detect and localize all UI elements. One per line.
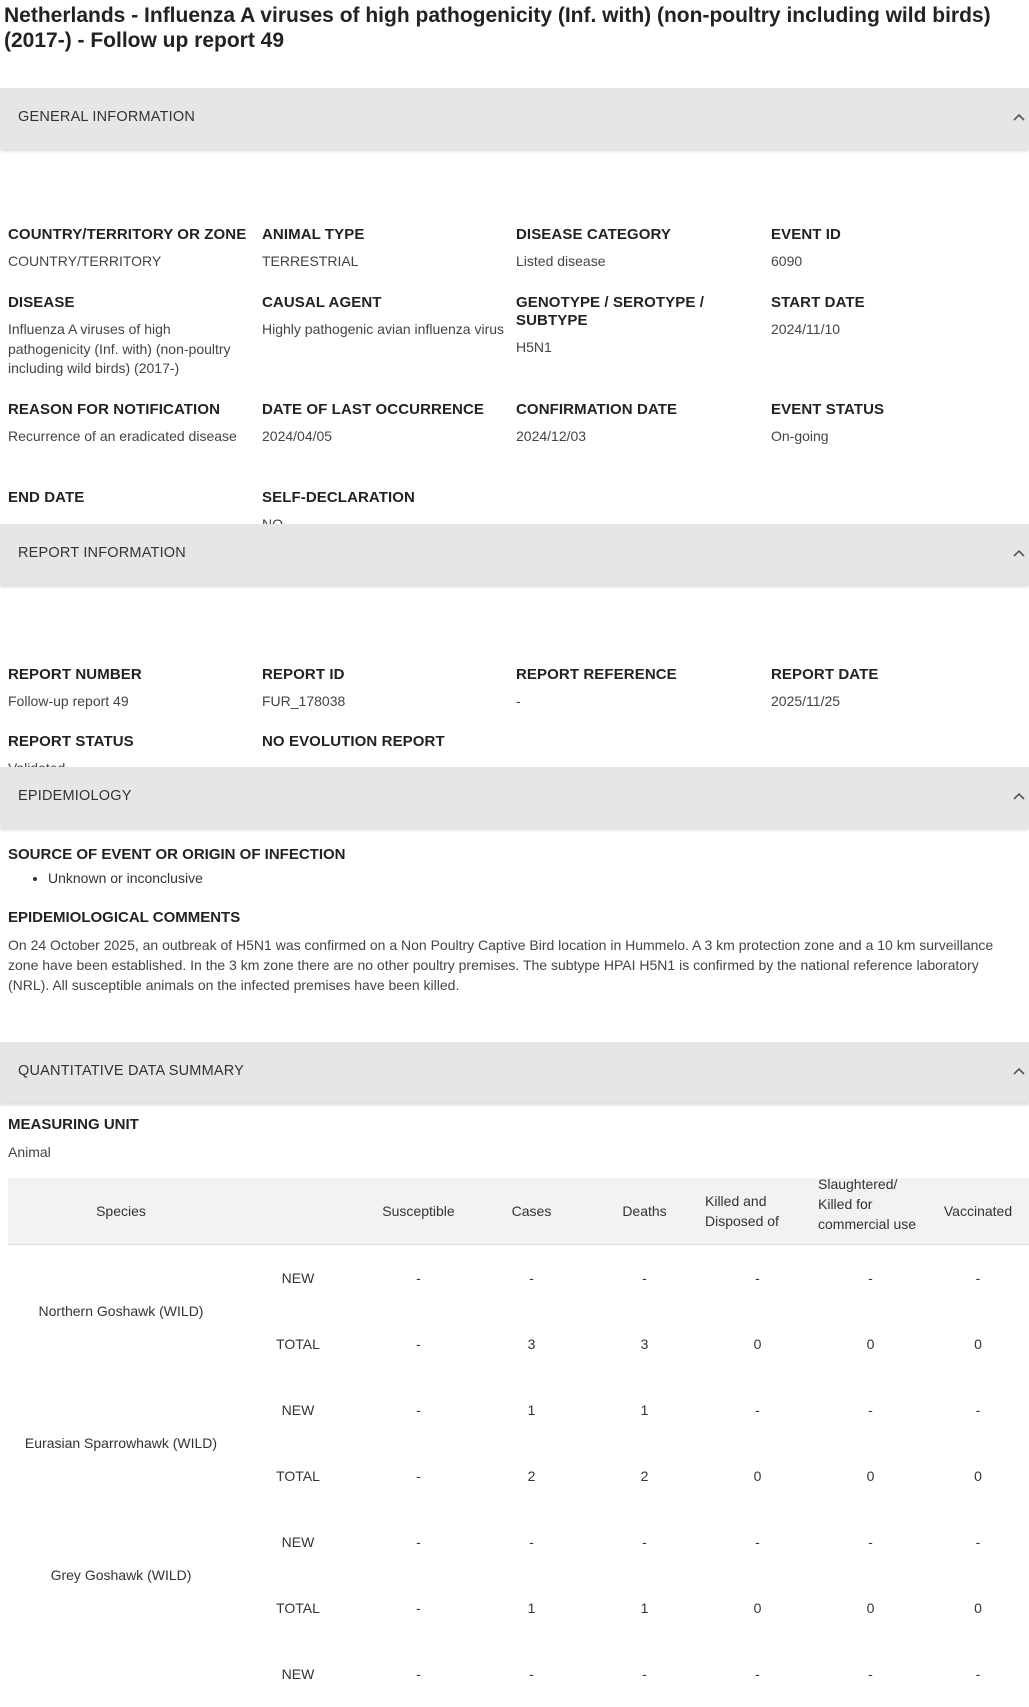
source-item: • Unknown or inconclusive	[48, 870, 346, 886]
source-of-event: SOURCE OF EVENT OR ORIGIN OF INFECTION • Unknown or inconclusive	[8, 846, 346, 886]
col-vaccinated: Vaccinated	[927, 1178, 1029, 1245]
chevron-up-icon[interactable]	[1012, 1064, 1026, 1078]
table-header-row	[8, 1178, 1029, 1245]
table-row: NEW - - - - - -	[8, 1641, 1029, 1707]
field-report-number: REPORT NUMBER Follow-up report 49	[8, 666, 142, 709]
table-row: TOTAL - 3 3 0 0 0	[276, 1336, 982, 1352]
chevron-up-icon[interactable]	[1012, 546, 1026, 560]
field-report-reference: REPORT REFERENCE -	[516, 666, 677, 709]
field-disease: DISEASE Influenza A viruses of high pathogenicity (Inf. with) (non-poultry including wild birds) (2017-)	[8, 294, 231, 376]
species-cell: Eurasian Sparrowhawk (WILD)	[24, 1435, 218, 1451]
table-row: TOTAL - 1 1 0 0 0	[276, 1600, 982, 1616]
col-cases: Cases	[475, 1178, 588, 1245]
field-self-declaration: SELF-DECLARATION	[262, 489, 415, 506]
field-no-evolution: NO EVOLUTION REPORT	[262, 733, 445, 750]
table-row: TOTAL - 2 2 0 0 0	[276, 1468, 982, 1484]
species-cell: Northern Goshawk (WILD)	[38, 1303, 204, 1319]
source-list	[8, 870, 346, 886]
field-reason: REASON FOR NOTIFICATION Recurrence of an eradicated disease	[8, 401, 237, 444]
col-slaughtered: Slaughtered/ Killed for commercial use	[814, 1178, 927, 1245]
col-deaths: Deaths	[588, 1178, 701, 1245]
section-title: EPIDEMIOLOGY	[18, 788, 132, 804]
field-report-date: REPORT DATE 2025/11/25	[771, 666, 879, 709]
field-end-date: END DATE	[8, 489, 85, 506]
chevron-up-icon[interactable]	[1012, 110, 1026, 124]
quantitative-table	[8, 1178, 1029, 1707]
field-genotype: GENOTYPE / SEROTYPE / SUBTYPE H5N1	[516, 294, 704, 355]
col-species: Species	[8, 1178, 234, 1245]
epidemiology-header[interactable]	[0, 767, 1029, 828]
table-row: Eurasian Sparrowhawk (WILD) NEW - 1 1 - - -	[8, 1377, 1029, 1443]
field-disease-category: DISEASE CATEGORY Listed disease	[516, 226, 671, 269]
field-report-id: REPORT ID FUR_178038	[262, 666, 346, 709]
general-information-header[interactable]	[0, 88, 1029, 149]
col-killed: Killed and Disposed of	[701, 1178, 814, 1245]
table-row: Northern Goshawk (WILD) NEW - - - - - -	[8, 1245, 1029, 1312]
section-title: QUANTITATIVE DATA SUMMARY	[18, 1063, 245, 1079]
species-cell: Grey Goshawk (WILD)	[50, 1567, 192, 1583]
measuring-unit: MEASURING UNIT Animal	[8, 1116, 139, 1160]
report-information-header[interactable]	[0, 524, 1029, 585]
field-event-status: EVENT STATUS On-going	[771, 401, 885, 444]
field-start-date: START DATE 2024/11/10	[771, 294, 865, 337]
table-row: Grey Goshawk (WILD) NEW - - - - - -	[8, 1509, 1029, 1575]
field-confirmation-date: CONFIRMATION DATE 2024/12/03	[516, 401, 678, 444]
field-event-id: EVENT ID 6090	[771, 226, 841, 269]
epi-comments: EPIDEMIOLOGICAL COMMENTS On 24 October 2025, an outbreak of H5N1 was confirmed on a Non Poultry Captive Bird location in Hummelo. A 3 km protection zone and a 10 km surveillance zone have been established. In the 3 km zone there are no other poultry premises. The subtype HPAI H5N1 is confirmed by the national reference laboratory (NRL). All susceptible animals on the infected premises have been killed.	[8, 909, 1020, 995]
quantitative-header[interactable]	[0, 1042, 1029, 1103]
section-title: GENERAL INFORMATION	[18, 109, 196, 125]
field-report-status: REPORT STATUS	[8, 733, 134, 750]
field-country: COUNTRY/TERRITORY OR ZONE COUNTRY/TERRITORY	[8, 226, 247, 269]
epi-comments-text: On 24 October 2025, an outbreak of H5N1 was confirmed on a Non Poultry Captive Bird location in Hummelo. A 3 km protection zone and a 10 km surveillance zone have been established. In the 3 km zone there are no other poultry premises. The subtype HPAI H5N1 is confirmed by the national reference laboratory (NRL). All susceptible animals on the infected premises have been killed.	[8, 937, 994, 993]
field-causal-agent: CAUSAL AGENT Highly pathogenic avian influenza virus	[262, 294, 505, 337]
page-title: Netherlands - Influenza A viruses of high pathogenicity (Inf. with) (non-poultry including wild birds) (2017-) - Follow up report 49	[4, 4, 991, 52]
field-animal-type: ANIMAL TYPE TERRESTRIAL	[262, 226, 365, 269]
col-susceptible: Susceptible	[362, 1178, 475, 1245]
col-type	[234, 1178, 362, 1245]
chevron-up-icon[interactable]	[1012, 789, 1026, 803]
field-last-occurrence: DATE OF LAST OCCURRENCE 2024/04/05	[262, 401, 485, 444]
species-cell	[8, 1641, 234, 1707]
section-title: REPORT INFORMATION	[18, 545, 186, 561]
